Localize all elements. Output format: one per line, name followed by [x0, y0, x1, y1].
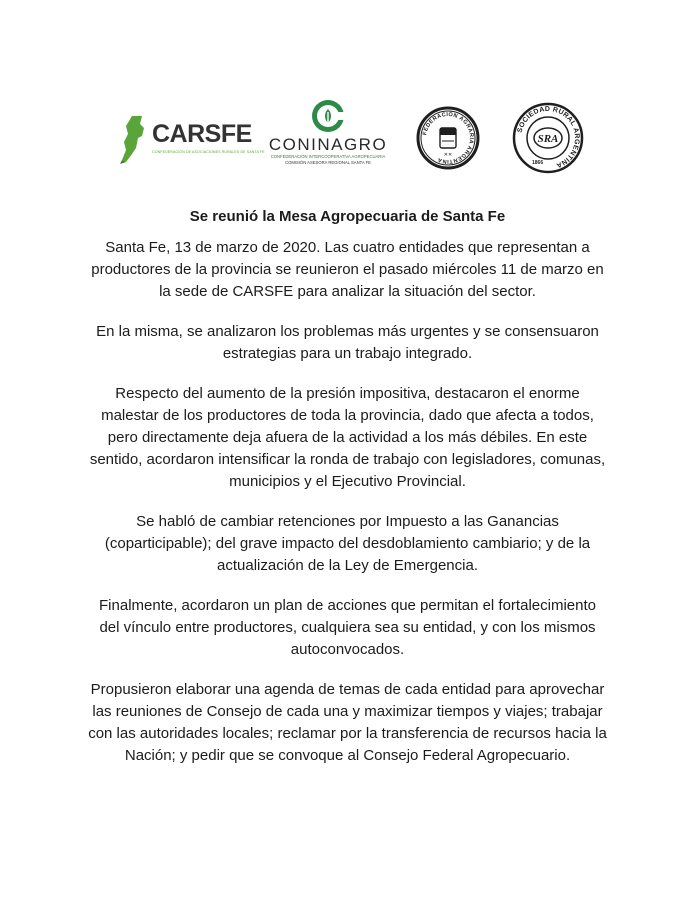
paragraph — [60, 237, 635, 303]
paragraph-line: Santa Fe, 13 de marzo de 2020. Las cuatro entidades que representan a — [105, 239, 590, 256]
coninagro-region: COMISIÓN ASESORA REGIONAL SANTA FE — [285, 160, 371, 165]
paragraph-line: Se habló de cambiar retenciones por Impuesto a las Ganancias — [136, 513, 559, 530]
faa-ring-text: FEDERACIÓN AGRARIA ARGENTINA — [422, 111, 475, 165]
paragraph-line: actualización de la Ley de Emergencia. — [217, 557, 478, 574]
sra-seal-icon — [512, 102, 584, 174]
paragraph — [60, 679, 635, 767]
faa-seal-icon — [416, 106, 480, 170]
paragraph-line: las reuniones de Consejo de cada una y maximizar tiempos y viajes; trabajar — [92, 703, 603, 720]
paragraph-line: En la misma, se analizaron los problemas más urgentes y se consensuaron — [96, 323, 599, 340]
logo-strip — [0, 96, 695, 186]
sra-logo — [512, 102, 584, 174]
carsfe-logo — [118, 114, 265, 164]
paragraph-line: del vínculo entre productores, cualquiera sea su entidad, y con los mismos — [99, 619, 596, 636]
paragraph-line: (coparticipable); del grave impacto del desdoblamiento cambiario; y de la — [104, 535, 591, 552]
carsfe-tagline: CONFEDERACIÓN DE ASOCIACIONES RURALES DE SANTA FE — [152, 150, 265, 154]
carsfe-wordmark: CARSFE — [152, 120, 252, 148]
paragraph — [60, 321, 635, 365]
document-body — [60, 237, 635, 767]
paragraph-line: Finalmente, acordaron un plan de acciones que permitan el fortalecimiento — [99, 597, 596, 614]
faa-logo — [416, 106, 480, 170]
paragraph-line: productores de la provincia se reunieron el pasado miércoles 11 de marzo en — [91, 261, 604, 278]
santa-fe-province-icon — [118, 114, 152, 164]
paragraph-line: autoconvocados. — [290, 641, 405, 658]
paragraph-line: la sede de CARSFE para analizar la situación del sector. — [159, 283, 536, 300]
paragraph — [60, 383, 635, 493]
coninagro-wordmark: CONINAGRO — [268, 135, 388, 154]
paragraph-line: municipios y el Ejecutivo Provincial. — [229, 473, 466, 490]
press-release — [60, 206, 635, 785]
sra-year: 1866 — [532, 160, 544, 166]
svg-text:✕✕: ✕✕ — [443, 152, 453, 158]
sra-initials: SRA — [537, 133, 559, 145]
paragraph-line: pero directamente deja afuera de la actividad a los más débiles. En este — [107, 429, 588, 446]
coninagro-subtitle: CONFEDERACIÓN INTERCOOPERATIVA AGROPECUARIA — [270, 154, 386, 159]
paragraph-line: estrategias para un trabajo integrado. — [222, 345, 473, 362]
paragraph-line: Respecto del aumento de la presión impositiva, destacaron el enorme — [115, 385, 580, 402]
document-title: Se reunió la Mesa Agropecuaria de Santa Fe — [189, 208, 506, 225]
paragraph-line: sentido, acordaron intensificar la ronda de trabajo con legisladores, comunas, — [89, 451, 606, 468]
coninagro-logo — [262, 98, 394, 178]
paragraph-line: Propusieron elaborar una agenda de temas de cada entidad para aprovechar — [90, 681, 605, 698]
paragraph — [60, 511, 635, 577]
sra-ring-text: SOCIEDAD RURAL ARGENTINA — [516, 105, 581, 169]
paragraph-line: con las autoridades locales; reclamar por la transferencia de recursos hacia la — [88, 725, 607, 742]
coninagro-emblem-icon — [310, 98, 346, 134]
paragraph-line: Nación; y pedir que se convoque al Consejo Federal Agropecuario. — [124, 747, 571, 764]
paragraph — [60, 595, 635, 661]
paragraph-line: malestar de los productores de toda la provincia, dado que afecta a todos, — [101, 407, 594, 424]
